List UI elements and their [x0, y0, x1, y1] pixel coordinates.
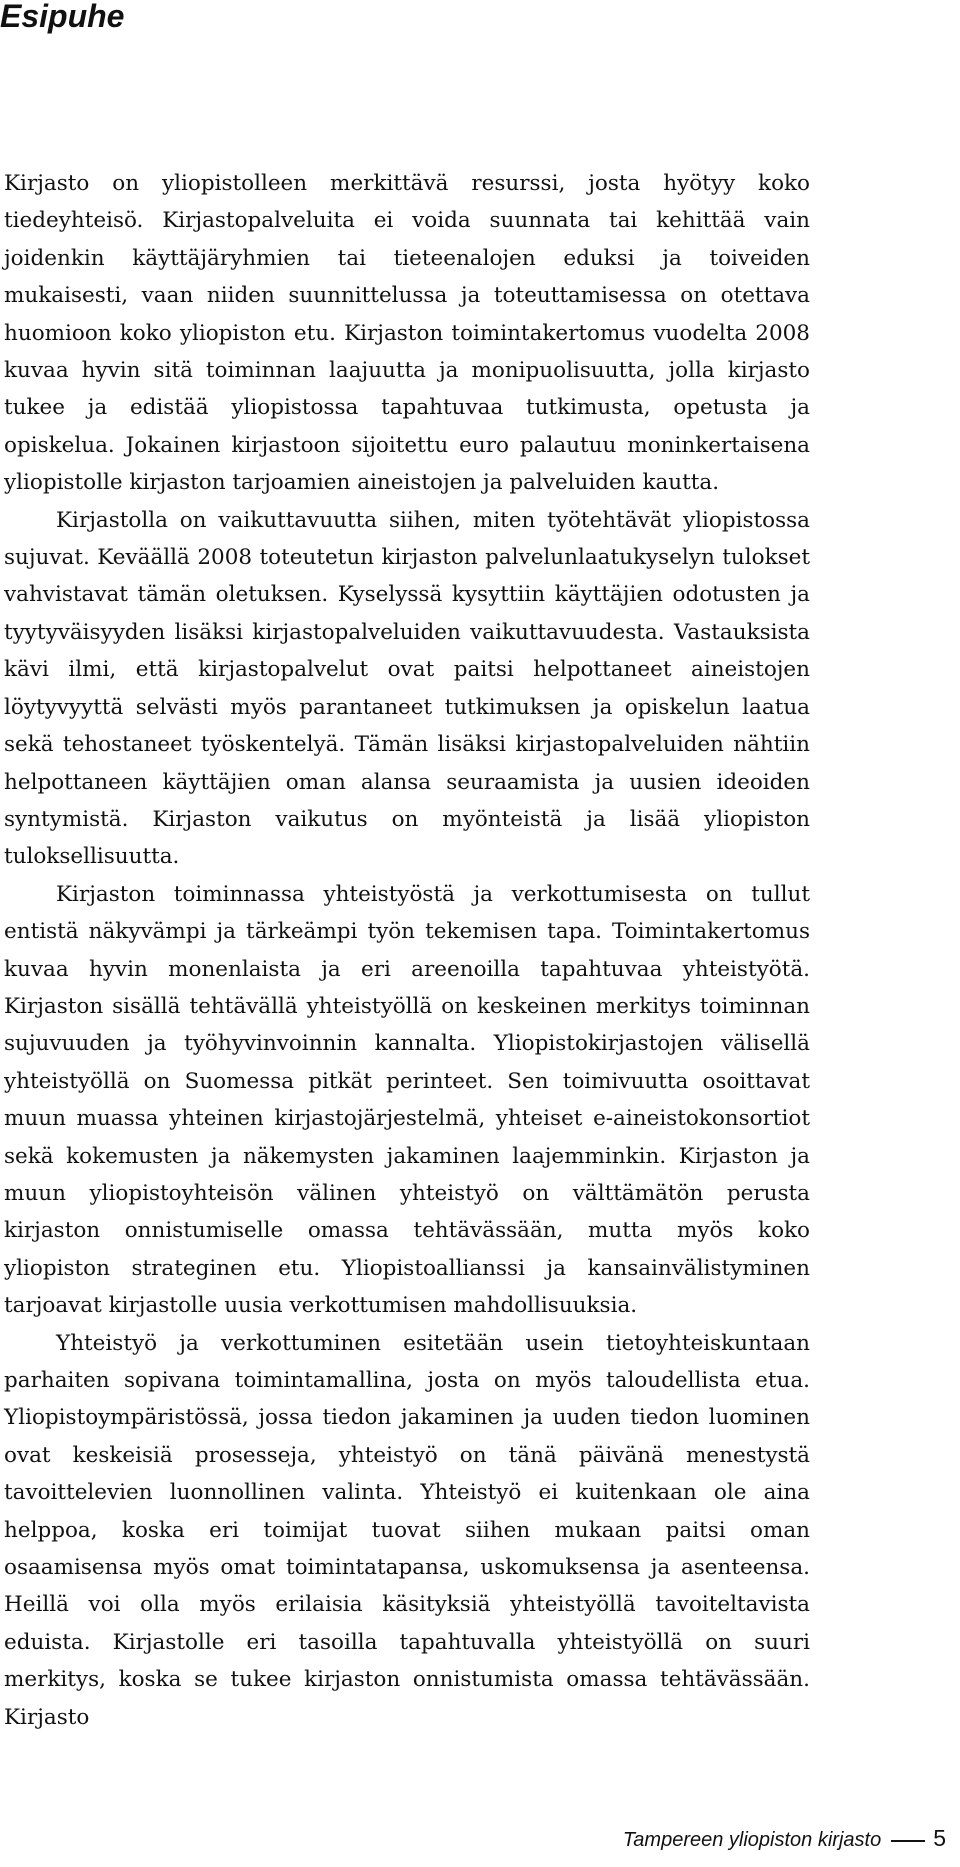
body-text — [4, 165, 810, 1736]
paragraph: Kirjaston toiminnassa yhteistyöstä ja verkottumisesta on tullut entistä näkyvämpi ja tärkeämpi työn tekemisen tapa. Toimintakertomus kuvaa hyvin monenlaista ja eri areenoilla tapahtuvaa yhteistyötä. Kirjaston sisällä tehtävällä yhteistyöllä on keskeinen merkitys toiminnan sujuvuuden ja työhyvinvoinnin kannalta. Yliopistokirjastojen välisellä yhteistyöllä on Suomessa pitkät perinteet. Sen toimivuutta osoittavat muun muassa yhteinen kirjastojärjestelmä, yhteiset e-aineistokonsortiot sekä kokemusten ja näkemysten jakaminen laajemminkin. Kirjaston ja muun yliopistoyhteisön välinen yhteistyö on välttämätön perusta kirjaston onnistumiselle omassa tehtävässään, mutta myös koko yliopiston strateginen etu. Yliopistoallianssi ja kansainvälistyminen tarjoavat kirjastolle uusia verkottumisen mahdollisuuksia. — [4, 881, 810, 1319]
page-number: 5 — [933, 1825, 946, 1851]
footer-dash — [891, 1840, 925, 1842]
paragraph: Kirjasto on yliopistolleen merkittävä resurssi, josta hyötyy koko tiedeyhteisö. Kirjastopalveluita ei voida suunnata tai kehittää vain joidenkin käyttäjäryhmien tai tieteenalojen eduksi ja toiveiden mukaisesti, vaan niiden suunnittelussa ja toteuttamisessa on otettava huomioon koko yliopiston etu. Kirjaston toimintakertomus vuodelta 2008 kuvaa hyvin sitä toiminnan laajuutta ja monipuolisuutta, jolla kirjasto tukee ja edistää yliopistossa tapahtuvaa tutkimusta, opetusta ja opiskelua. Jokainen kirjastoon sijoitettu euro palautuu moninkertaisena yliopistolle kirjaston tarjoamien aineistojen ja palveluiden kautta. — [4, 171, 810, 496]
paragraph: Kirjastolla on vaikuttavuutta siihen, miten työtehtävät yliopistossa sujuvat. Keväällä 2008 toteutetun kirjaston palvelunlaatukyselyn tulokset vahvistavat tämän oletuksen. Kyselyssä kysyttiin käyttäjien odotusten ja tyytyväisyyden lisäksi kirjastopalveluiden vaikuttavuudesta. Vastauksista kävi ilmi, että kirjastopalvelut ovat paitsi helpottaneet aineistojen löytyvyyttä selvästi myös parantaneet tutkimuksen ja opiskelun laatua sekä tehostaneet työskentelyä. Tämän lisäksi kirjastopalveluiden nähtiin helpottaneen käyttäjien oman alansa seuraamista ja uusien ideoiden syntymistä. Kirjaston vaikutus on myönteistä ja lisää yliopiston tuloksellisuutta. — [4, 507, 810, 870]
page-footer — [623, 1823, 946, 1855]
page-title: Esipuhe — [0, 0, 125, 34]
paragraph: Yhteistyö ja verkottuminen esitetään usein tietoyhteiskuntaan parhaiten sopivana toimintamallina, josta on myös taloudellista etua. Yliopistoympäristössä, jossa tiedon jakaminen ja uuden tiedon luominen ovat keskeisiä prosesseja, yhteistyö on tänä päivänä menestystä tavoittelevien luonnollinen valinta. Yhteistyö ei kuitenkaan ole aina helppoa, koska eri toimijat tuovat siihen mukaan paitsi oman osaamisensa myös omat toimintatapansa, uskomuksensa ja asenteensa. Heillä voi olla myös erilaisia käsityksiä yhteistyöllä tavoiteltavista eduista. Kirjastolle eri tasoilla tapahtuvalla yhteistyöllä on suuri merkitys, koska se tukee kirjaston onnistumista omassa tehtävässään. Kirjasto — [4, 1330, 810, 1730]
footer-publisher: Tampereen yliopiston kirjasto — [622, 1829, 882, 1851]
